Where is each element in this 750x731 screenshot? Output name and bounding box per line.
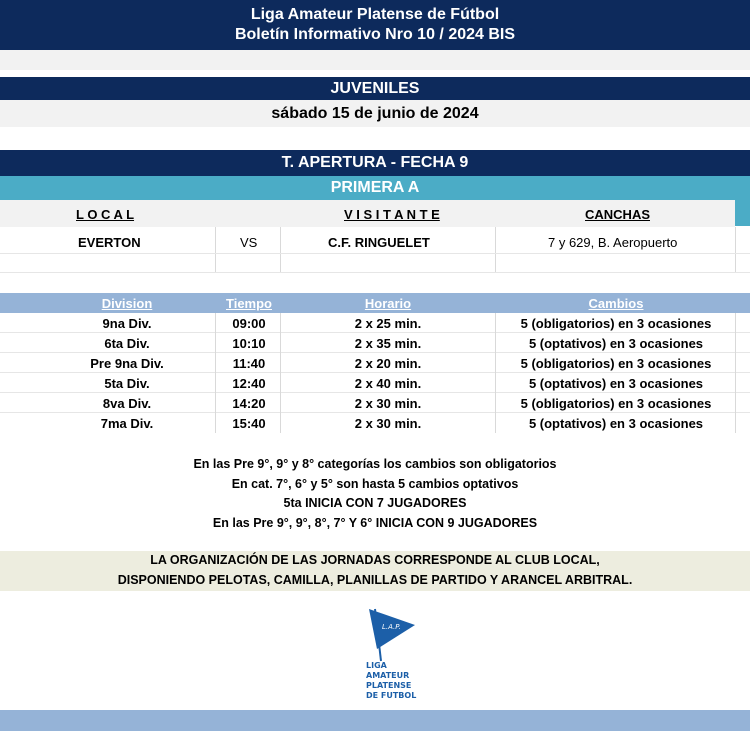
duration-cell: 2 x 25 min.	[354, 316, 422, 331]
note-line: En las Pre 9°, 9°, 8°, 7° Y 6° INICIA CON 9 JUGADORES	[212, 515, 538, 530]
substitutions-cell: 5 (optativos) en 3 ocasiones	[528, 376, 704, 391]
time-cell: 12:40	[232, 376, 266, 391]
time-cell: 11:40	[232, 356, 266, 371]
logo-line: PLATENSE	[366, 681, 412, 690]
division-cell: Pre 9na Div.	[90, 356, 164, 371]
logo-line: LIGA	[366, 661, 387, 670]
match-row	[0, 227, 750, 253]
field-address: 7 y 629, B. Aeropuerto	[548, 235, 678, 250]
time-col-header: Tiempo	[226, 296, 272, 311]
substitutions-cell: 5 (obligatorios) en 3 ocasiones	[520, 396, 712, 411]
schedule-row	[0, 393, 750, 413]
local-team: EVERTON	[78, 235, 141, 250]
grid-line	[280, 227, 281, 273]
fields-header: CANCHAS	[585, 207, 650, 222]
org-line: DISPONIENDO PELOTAS, CAMILLA, PLANILLAS DE PARTIDO Y ARANCEL ARBITRAL.	[117, 572, 633, 587]
bulletin-header	[0, 0, 750, 50]
visitor-header: V I S I T A N T E	[344, 207, 440, 222]
grid-line	[215, 313, 216, 433]
versus-label: VS	[240, 235, 258, 250]
grid-line	[735, 313, 736, 433]
division-group-title: PRIMERA A	[0, 176, 750, 200]
division-col-header: Division	[101, 296, 153, 311]
duration-cell: 2 x 35 min.	[354, 336, 422, 351]
note-line: En cat. 7°, 6° y 5° son hasta 5 cambios optativos	[231, 476, 519, 491]
teal-side-bar	[735, 200, 750, 226]
division-cell: 6ta Div.	[104, 336, 150, 351]
schedule-row	[0, 313, 750, 333]
schedule-row	[0, 373, 750, 393]
logo-line: DE FUTBOL	[366, 691, 417, 700]
substitutions-cell: 5 (optativos) en 3 ocasiones	[528, 416, 704, 431]
division-cell: 5ta Div.	[104, 376, 150, 391]
schedule-header	[0, 293, 750, 313]
note-line: 5ta INICIA CON 7 JUGADORES	[283, 496, 467, 510]
footer-bar	[0, 710, 750, 731]
grid-line	[735, 227, 736, 273]
grid-line	[215, 227, 216, 273]
time-cell: 09:00	[232, 316, 266, 331]
duration-col-header: Horario	[364, 296, 412, 311]
row-divider	[0, 253, 750, 254]
rules-notes	[0, 455, 750, 533]
row-divider	[0, 272, 750, 273]
local-header: L O C A L	[76, 207, 135, 222]
substitutions-cell: 5 (optativos) en 3 ocasiones	[528, 336, 704, 351]
division-cell: 9na Div.	[102, 316, 152, 331]
division-cell: 7ma Div.	[100, 416, 154, 431]
substitutions-cell: 5 (obligatorios) en 3 ocasiones	[520, 356, 712, 371]
logo-caption	[366, 661, 416, 701]
schedule-row	[0, 413, 750, 433]
substitutions-cell: 5 (obligatorios) en 3 ocasiones	[520, 316, 712, 331]
schedule-row	[0, 333, 750, 353]
grid-line	[280, 313, 281, 433]
flag-text: L.A.P.	[382, 623, 401, 631]
note-line: En las Pre 9°, 9° y 8° categorías los cambios son obligatorios	[193, 457, 557, 471]
logo-line: AMATEUR	[366, 671, 410, 680]
organization-notice	[0, 551, 750, 591]
time-cell: 14:20	[232, 396, 266, 411]
match-table-header	[0, 200, 735, 227]
league-name: Liga Amateur Platense de Fútbol	[250, 6, 500, 23]
duration-cell: 2 x 20 min.	[354, 356, 422, 371]
schedule-row	[0, 353, 750, 373]
header-spacer	[0, 50, 750, 70]
category-title: JUVENILES	[0, 77, 750, 100]
time-cell: 10:10	[232, 336, 266, 351]
grid-line	[495, 227, 496, 273]
duration-cell: 2 x 30 min.	[354, 396, 422, 411]
match-date: sábado 15 de junio de 2024	[0, 100, 750, 127]
duration-cell: 2 x 30 min.	[354, 416, 422, 431]
visitor-team: C.F. RINGUELET	[328, 235, 430, 250]
division-cell: 8va Div.	[102, 396, 152, 411]
duration-cell: 2 x 40 min.	[354, 376, 422, 391]
bulletin-number: Boletín Informativo Nro 10 / 2024 BIS	[234, 26, 516, 43]
tournament-title: T. APERTURA - FECHA 9	[0, 150, 750, 176]
org-line: LA ORGANIZACIÓN DE LAS JORNADAS CORRESPONDE AL CLUB LOCAL,	[150, 553, 600, 567]
time-cell: 15:40	[232, 416, 266, 431]
grid-line	[495, 313, 496, 433]
substitutions-col-header: Cambios	[588, 296, 644, 311]
